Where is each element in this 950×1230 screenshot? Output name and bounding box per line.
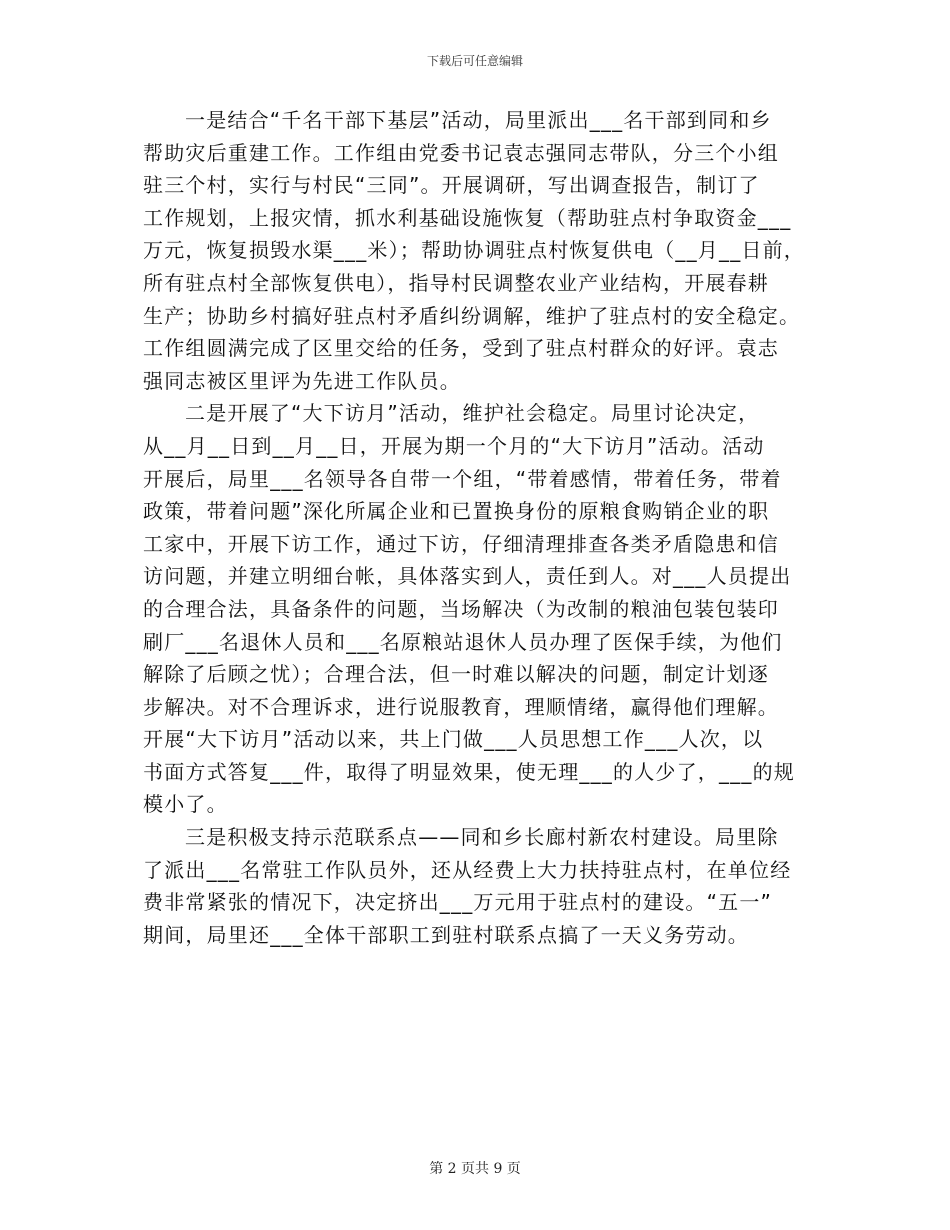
- paragraph-line: 生产；协助乡村搞好驻点村矛盾纠纷调解，维护了驻点村的安全稳定。: [143, 303, 801, 328]
- header-text: 下载后可任意编辑: [426, 54, 523, 68]
- paragraph-1: [143, 104, 818, 397]
- paragraph-line: 万元，恢复损毁水渠___米）；帮助协调驻点村恢复供电（__月__日前，: [143, 238, 805, 263]
- paragraph-line: 政策，带着问题”深化所属企业和已置换身份的原粮食购销企业的职: [143, 499, 770, 524]
- paragraph-line: 书面方式答复___件，取得了明显效果，使无理___的人少了，___的规: [143, 759, 795, 784]
- paragraph-line: 模小了。: [143, 792, 228, 817]
- paragraph-line: 工作组圆满完成了区里交给的任务，受到了驻点村群众的好评。袁志: [143, 336, 779, 361]
- paragraph-line: 二是开展了“大下访月”活动，维护社会稳定。局里讨论决定，: [185, 401, 760, 426]
- paragraph-line: 刷厂___名退休人员和___名原粮站退休人员办理了医保手续，为他们: [143, 629, 783, 654]
- page-header: [0, 52, 950, 69]
- paragraph-line: 三是积极支持示范联系点——同和乡长廊村新农村建设。局里除: [185, 825, 779, 850]
- paragraph-line: 工作规划，上报灾情，抓水利基础设施恢复（帮助驻点村争取资金___: [143, 205, 792, 230]
- paragraph-line: 一是结合“千名干部下基层”活动，局里派出___名干部到同和乡: [185, 108, 772, 132]
- page-number: 第 2 页共 9 页: [429, 1161, 521, 1177]
- paragraph-line: 步解决。对不合理诉求，进行说服教育，理顺情绪，赢得他们理解。: [143, 694, 779, 719]
- paragraph-line: 开展后，局里___名领导各自带一个组，“带着感情，带着任务，带着: [143, 466, 782, 491]
- paragraph-line: 解除了后顾之忧）；合理合法，但一时难以解决的问题，制定计划逐: [143, 662, 769, 687]
- paragraph-line: 强同志被区里评为先进工作队员。: [143, 368, 461, 393]
- paragraph-line: 所有驻点村全部恢复供电），指导村民调整农业产业结构，开展春耕: [143, 270, 769, 295]
- paragraph-line: 开展“大下访月”活动以来，共上门做___人员思想工作___人次，以: [143, 727, 764, 752]
- paragraph-line: 的合理合法，具备条件的问题，当场解决（为改制的粮油包装包装印: [143, 596, 779, 621]
- paragraph-3: [143, 821, 818, 951]
- paragraph-line: 工家中，开展下访工作，通过下访，仔细清理排查各类矛盾隐患和信: [143, 531, 779, 556]
- paragraph-line: 驻三个村，实行与村民“三同”。开展调研，写出调查报告，制订了: [143, 173, 760, 198]
- page-footer: [0, 1158, 950, 1178]
- paragraph-2: [143, 397, 818, 821]
- paragraph-line: 从__月__日到__月__日，开展为期一个月的“大下访月”活动。活动: [143, 433, 765, 458]
- paragraph-line: 了派出___名常驻工作队员外，还从经费上大力扶持驻点村，在单位经: [143, 857, 792, 882]
- paragraph-line: 帮助灾后重建工作。工作组由党委书记袁志强同志带队，分三个小组: [143, 140, 779, 165]
- document-body: [143, 104, 818, 951]
- paragraph-line: 费非常紧张的情况下，决定挤出___万元用于驻点村的建设。“五一”: [143, 890, 773, 915]
- paragraph-line: 期间，局里还___全体干部职工到驻村联系点搞了一天义务劳动。: [143, 922, 749, 947]
- paragraph-line: 访问题，并建立明细台帐，具体落实到人，责任到人。对___人员提出: [143, 564, 792, 589]
